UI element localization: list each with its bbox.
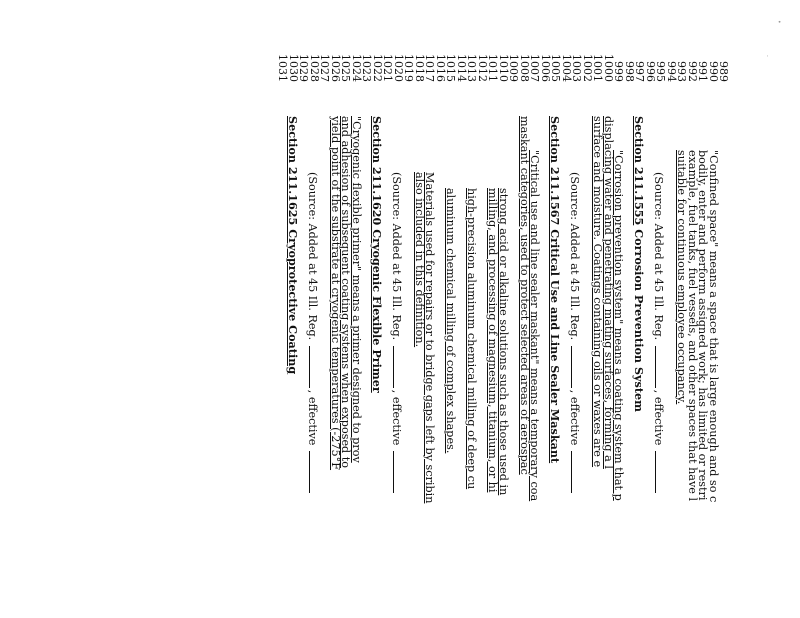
line-number: 1005 <box>549 54 563 82</box>
line-number: 1030 <box>287 54 300 82</box>
text-line <box>592 0 603 618</box>
materials-note-cont: also included in this definition. <box>413 172 426 348</box>
source-effective: , effective <box>390 389 403 446</box>
line-number: 999 <box>612 61 626 82</box>
line-number: 1023 <box>360 54 374 82</box>
source-label: (Source: Added at 45 Ill. Reg. <box>568 172 582 341</box>
line-number: 1029 <box>297 54 311 82</box>
line-number: 990 <box>707 61 720 82</box>
section-title: Critical Use and Line Sealer Maskant <box>548 225 563 464</box>
source-line <box>568 0 582 618</box>
confined-space-definition-cont: example, fuel tanks, fuel vessels, and other spaces that have l <box>686 150 699 502</box>
source-line <box>652 0 666 618</box>
source-note <box>307 172 320 495</box>
scan-speck: • <box>775 20 782 24</box>
line-number: 1022 <box>371 54 384 82</box>
confined-space-definition: "Confined space" means a space that is large enough and so c <box>707 150 720 503</box>
line-number: 992 <box>686 61 699 82</box>
line-number: 1012 <box>476 54 489 82</box>
line-number-row <box>477 0 488 618</box>
line-number: 1015 <box>444 54 458 82</box>
line-number: 1017 <box>423 54 437 82</box>
line-number: 1019 <box>402 54 416 82</box>
text-line <box>351 0 362 618</box>
cryogenic-primer-definition: "Cryogenic flexible primer" means a primer designed to prov <box>350 116 363 463</box>
text-line <box>466 0 477 618</box>
line-number-row <box>403 0 414 618</box>
line-number-row <box>666 0 677 618</box>
line-number: 1014 <box>455 54 468 82</box>
line-number: 1000 <box>602 54 615 82</box>
line-number: 1018 <box>413 54 426 82</box>
critical-use-definition-cont: maskant categories, used to protect selected areas of aerospac <box>518 116 531 475</box>
source-label: (Source: Added at 45 Ill. Reg. <box>306 172 319 341</box>
section-number: Section 211.1625 <box>286 116 300 226</box>
line-number: 1024 <box>350 54 363 82</box>
text-line <box>676 0 687 618</box>
blank-line <box>572 346 582 388</box>
scan-speck: · <box>763 55 770 57</box>
source-line <box>306 0 320 618</box>
blank-line <box>309 346 319 388</box>
source-effective: , effective <box>306 389 319 446</box>
line-number-row <box>319 0 330 618</box>
line-number-row <box>456 0 467 618</box>
text-line <box>487 0 498 618</box>
section-heading <box>288 0 299 618</box>
section-heading <box>372 0 383 618</box>
line-number: 991 <box>696 61 710 82</box>
cryogenic-primer-definition-cont: yield point of the substrate at cryogenic temperatures (-275°F <box>329 116 342 471</box>
line-number: 998 <box>623 61 636 82</box>
section-number: Section 211.1620 <box>370 116 384 226</box>
text-line <box>708 0 719 618</box>
blank-line <box>572 451 582 493</box>
source-effective: , effective <box>652 389 666 446</box>
text-line <box>603 0 614 618</box>
source-note <box>391 172 404 495</box>
line-number: 1025 <box>339 54 353 82</box>
text-line <box>445 0 456 618</box>
line-number: 1010 <box>497 54 510 82</box>
critical-use-item: aluminum chemical milling of complex shapes. <box>444 188 458 454</box>
blank-line <box>393 346 403 388</box>
section-number: Section 211.1567 <box>548 116 563 226</box>
section-title: Cryogenic Flexible Primer <box>370 225 384 393</box>
section-heading <box>550 0 561 618</box>
blank-line <box>393 451 403 493</box>
source-label: (Source: Added at 45 Ill. Reg. <box>652 172 666 341</box>
line-number-row <box>582 0 593 618</box>
line-number: 996 <box>644 61 657 82</box>
line-number: 1002 <box>581 54 594 82</box>
critical-use-item: strong acid or alkaline solutions such as those used in <box>497 188 510 496</box>
critical-use-item-cont: milling, and processing of magnesium, titanium, or hi <box>486 188 500 493</box>
text-line <box>498 0 509 618</box>
line-number: 1004 <box>560 54 573 82</box>
confined-space-definition-end: suitable for continuous employee occupancy. <box>675 150 689 405</box>
line-number: 1020 <box>392 54 405 82</box>
source-line <box>390 0 404 618</box>
line-number: 995 <box>654 61 668 82</box>
source-effective: , effective <box>568 389 582 446</box>
text-line <box>414 0 425 618</box>
line-number: 1007 <box>528 54 542 82</box>
blank-line <box>309 451 319 493</box>
corrosion-prevention-definition-cont: surface and moisture. Coatings containing oils or waxes are e <box>591 116 605 468</box>
line-number: 997 <box>633 61 647 82</box>
text-line <box>687 0 698 618</box>
confined-space-definition-cont: bodily, enter and perform assigned work; has limited or restri <box>696 150 710 501</box>
line-number: 1016 <box>434 54 447 82</box>
source-label: (Source: Added at 45 Ill. Reg. <box>390 172 403 341</box>
corrosion-prevention-definition: "Corrosion prevention system" means a coating system that p <box>612 150 626 501</box>
line-number: 994 <box>665 61 678 82</box>
line-number: 1008 <box>518 54 531 82</box>
materials-note: Materials used for repairs or to bridge gaps left by scribin <box>423 172 437 504</box>
section-heading <box>634 0 645 618</box>
line-number: 1031 <box>276 54 290 82</box>
line-number: 1021 <box>381 54 395 82</box>
source-note <box>653 172 666 495</box>
line-number: 1013 <box>465 54 479 82</box>
corrosion-prevention-definition-cont: displacing water and penetrating mating surfaces, forming a l <box>602 116 615 469</box>
line-number: 1001 <box>591 54 605 82</box>
line-number: 1003 <box>570 54 584 82</box>
line-number: 989 <box>717 61 731 82</box>
line-number: 1011 <box>486 54 500 82</box>
section-title: Corrosion Prevention System <box>632 225 647 412</box>
text-line <box>519 0 530 618</box>
text-line <box>330 0 341 618</box>
blank-line <box>656 346 666 388</box>
line-number: 1009 <box>507 54 521 82</box>
line-number: 1026 <box>329 54 342 82</box>
cryogenic-primer-definition-cont: and adhesion of subsequent coating systems when exposed to <box>339 116 353 469</box>
line-number-row <box>435 0 446 618</box>
line-number: 1028 <box>308 54 321 82</box>
line-number: 1027 <box>318 54 332 82</box>
source-note <box>569 172 582 495</box>
line-number: 1006 <box>539 54 552 82</box>
critical-use-item: high-precision aluminum chemical milling of deep cu <box>465 188 479 490</box>
line-number: 993 <box>675 61 689 82</box>
section-title: Cryoprotective Coating <box>286 225 300 375</box>
critical-use-definition: "Critical use and line sealer maskant" means a temporary coa <box>528 150 542 502</box>
blank-line <box>656 451 666 493</box>
section-number: Section 211.1555 <box>632 116 647 226</box>
